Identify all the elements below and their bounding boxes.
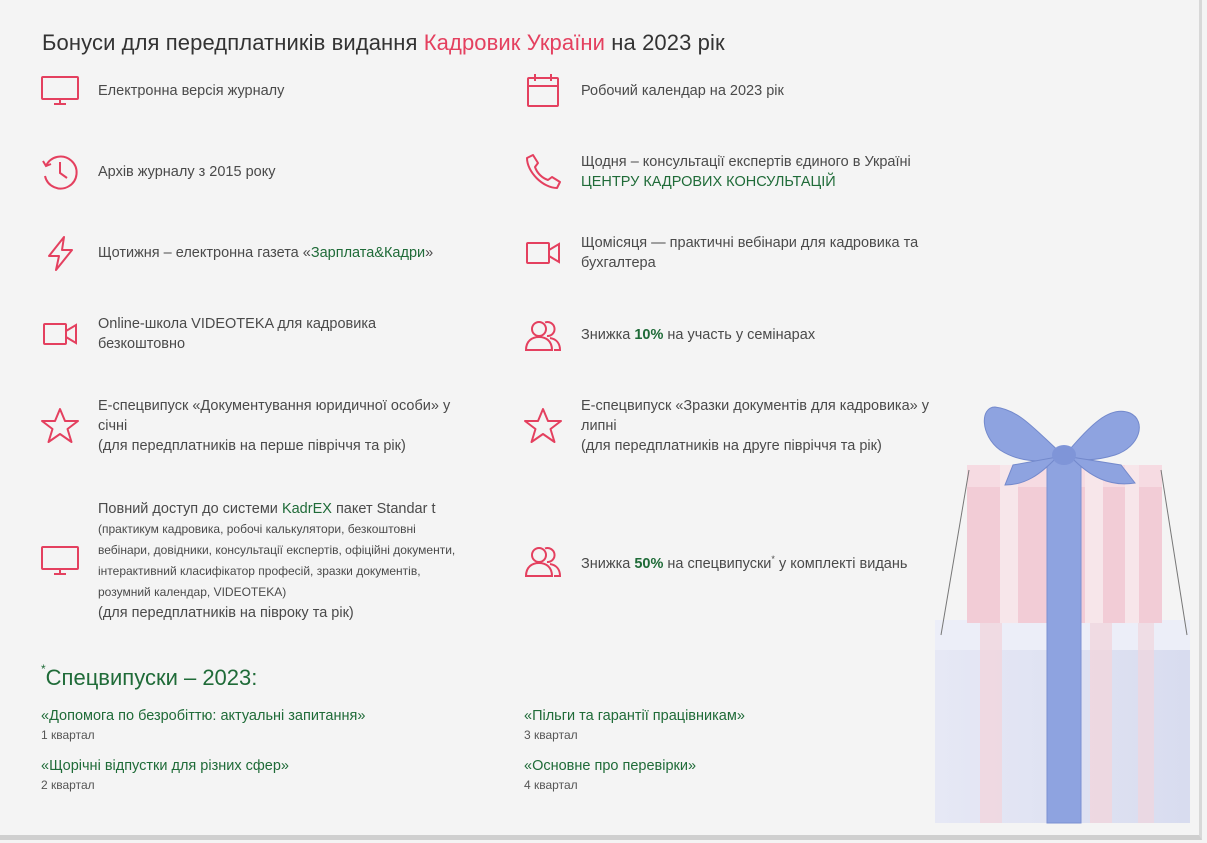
calendar-icon — [523, 71, 563, 111]
benefit-calendar: Робочий календар на 2023 рік — [523, 71, 784, 111]
special-issue-item[interactable]: «Щорічні відпустки для різних сфер» 2 квартал — [41, 758, 290, 792]
benefit-videoteka: Online-школа VIDEOTEKA для кадровика безкоштовно — [40, 314, 376, 354]
brand-name[interactable]: Кадровик України — [423, 30, 606, 55]
benefit-archive: Архів журналу з 2015 року — [40, 152, 275, 192]
special-issue-item[interactable]: «Пільги та гарантії працівникам» 3 квартал — [524, 708, 745, 742]
special-issues-title: *Спецвипуски – 2023: — [41, 662, 258, 690]
kadrex-link[interactable]: KadrEX — [281, 501, 332, 517]
star-icon — [523, 406, 563, 446]
benefit-newspaper: Щотижня – електронна газета «Зарплата&Кадри» — [40, 233, 433, 273]
video-camera-icon — [40, 314, 80, 354]
users-icon — [523, 541, 563, 581]
benefit-special-issue-1: Е-спецвипуск «Документування юридичної особи» у січні (для передплатників на перше півріччя та рік) — [40, 396, 450, 456]
benefit-electronic-version: Електронна версія журналу — [40, 71, 284, 111]
consult-center-link[interactable]: ЦЕНТРУ КАДРОВИХ КОНСУЛЬТАЦІЙ — [581, 174, 836, 190]
benefit-consultations: Щодня – консультації експертів єдиного в Україні ЦЕНТРУ КАДРОВИХ КОНСУЛЬТАЦІЙ — [523, 152, 911, 192]
benefit-special-issue-2: Е-спецвипуск «Зразки документів для кадровика» у липні (для передплатників на друге півріччя та рік) — [523, 396, 929, 456]
monitor-icon — [40, 541, 80, 581]
benefit-special-discount: Знижка 50% на спецвипуски* у комплекті видань — [523, 541, 907, 581]
benefit-kadrex: Повний доступ до системи KadrEX пакет Standar t (практикум кадровика, робочі калькулятори, безкоштовні вебінари, довідники, консультації експертів, офіційні документи, інтерактивний класифікатор професій, зразки документів, розумний календар, VIDEOTEKA) (для передплатників на півроку та рік) — [40, 499, 455, 623]
benefit-seminar-discount: Знижка 10% на участь у семінарах — [523, 315, 815, 355]
monitor-icon — [40, 71, 80, 111]
gift-boxes-illustration — [925, 395, 1195, 835]
special-issue-item[interactable]: «Основне про перевірки» 4 квартал — [524, 758, 697, 792]
phone-icon — [523, 152, 563, 192]
benefit-webinars: Щомісяця — практичні вебінари для кадровика та бухгалтера — [523, 233, 918, 273]
lightning-icon — [40, 233, 80, 273]
page-title: Бонуси для передплатників видання Кадровик України на 2023 рік — [42, 30, 725, 55]
history-clock-icon — [40, 152, 80, 192]
zarplata-kadry-link[interactable]: Зарплата&Кадри — [310, 245, 426, 261]
users-icon — [523, 315, 563, 355]
video-camera-icon — [523, 233, 563, 273]
special-issue-item[interactable]: «Допомога по безробіттю: актуальні запитання» 1 квартал — [41, 708, 366, 742]
star-icon — [40, 406, 80, 446]
